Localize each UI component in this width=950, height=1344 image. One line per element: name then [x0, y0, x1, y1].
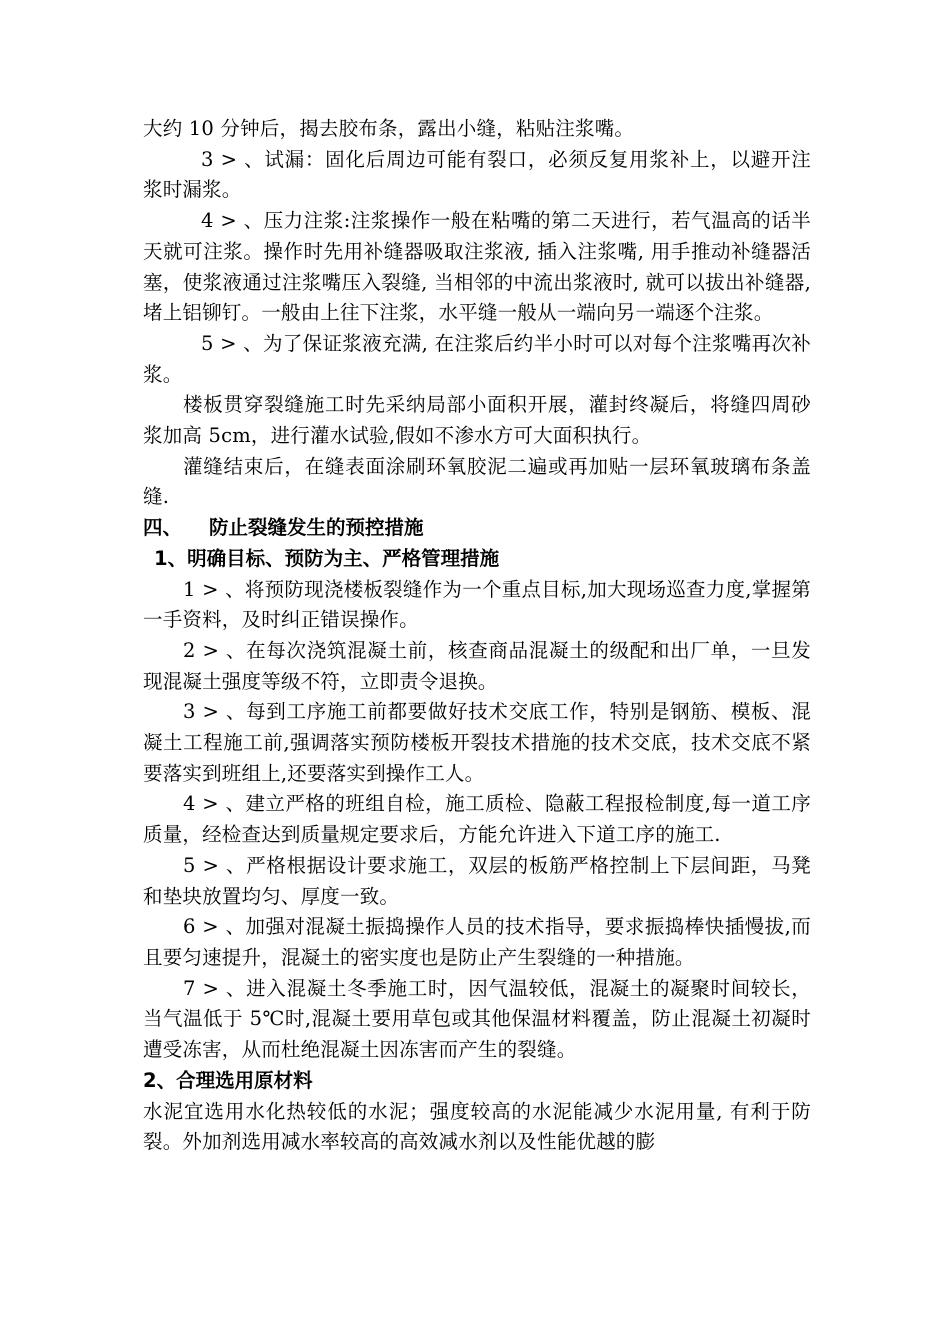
section-number: 四、 — [143, 516, 183, 540]
paragraph-materials: 水泥宜选用水化热较低的水泥；强度较高的水泥能减少水泥用量, 有利于防裂。外加剂选用减水率较高的高效减水剂以及性能优越的膨 — [143, 1099, 811, 1154]
document-page — [143, 114, 811, 1158]
list-item: 2 > 、在每次浇筑混凝土前，核查商品混凝土的级配和出厂单，一旦发现混凝土强度等级不符，立即责令退换。 — [143, 638, 811, 693]
list-item: 6 > 、加强对混凝土振捣操作人员的技术指导，要求振捣棒快插慢拔,而且要匀速提升，混凝土的密实度也是防止产生裂缝的一种措施。 — [143, 915, 811, 969]
section-heading-4 — [143, 513, 811, 544]
paragraph-floor-cracks: 楼板贯穿裂缝施工时先采纳局部小面积开展，灌封终凝后，将缝四周砂浆加高 5cm，进行灌水试验,假如不渗水方可大面积执行。 — [143, 393, 811, 448]
paragraph-continuation: 大约 10 分钟后，揭去胶布条，露出小缝，粘贴注浆嘴。 — [143, 117, 635, 140]
paragraph-step-4: 4 > 、压力注浆:注浆操作一般在粘嘴的第二天进行，若气温高的话半天就可注浆。操作时先用补缝器吸取注浆液, 插入注浆嘴, 用手推动补缝器活塞，使浆液通过注浆嘴压入裂缝, 当相邻的中流出浆液时, 就可以拔出补缝器, 堵上铝铆钉。一般由上往下注浆，水平缝一般从一端向另一端逐个注浆。 — [143, 209, 811, 325]
list-item: 5 > 、严格根据设计要求施工，双层的板筋严格控制上下层间距，马凳和垫块放置均匀、厚度一致。 — [143, 853, 811, 908]
paragraph-step-5: 5 > 、为了保证浆液充满, 在注浆后约半小时可以对每个注浆嘴再次补浆。 — [143, 331, 811, 386]
paragraph-step-3: 3 > 、试漏：固化后周边可能有裂口，必须反复用浆补上，以避开注浆时漏浆。 — [143, 147, 811, 202]
subsection-heading-2: 2、合理选用原材料 — [143, 1068, 313, 1092]
list-item: 4 > 、建立严格的班组自检，施工质检、隐蔽工程报检制度,每一道工序质量，经检查达到质量规定要求后，方能允许进入下道工序的施工. — [143, 792, 811, 847]
subsection-heading-1: 1、明确目标、预防为主、严格管理措施 — [154, 546, 500, 570]
section-title: 防止裂缝发生的预控措施 — [209, 516, 424, 540]
list-item: 1 > 、将预防现浇楼板裂缝作为一个重点目标,加大现场巡查力度,掌握第一手资料，及时纠正错误操作。 — [143, 577, 811, 632]
list-item: 3 > 、每到工序施工前都要做好技术交底工作，特别是钢筋、模板、混凝土工程施工前,强调落实预防楼板开裂技术措施的技术交底，技术交底不紧要落实到班组上,还要落实到操作工人。 — [143, 700, 811, 785]
paragraph-after-grouting: 灌缝结束后，在缝表面涂刷环氧胶泥二遍或再加贴一层环氧玻璃布条盖缝. — [143, 454, 811, 509]
list-item: 7 > 、进入混凝土冬季施工时，因气温较低，混凝土的凝聚时间较长，当气温低于 5℃时,混凝土要用草包或其他保温材料覆盖，防止混凝土初凝时遭受冻害，从而杜绝混凝土因冻害而产生的裂缝。 — [143, 976, 811, 1062]
